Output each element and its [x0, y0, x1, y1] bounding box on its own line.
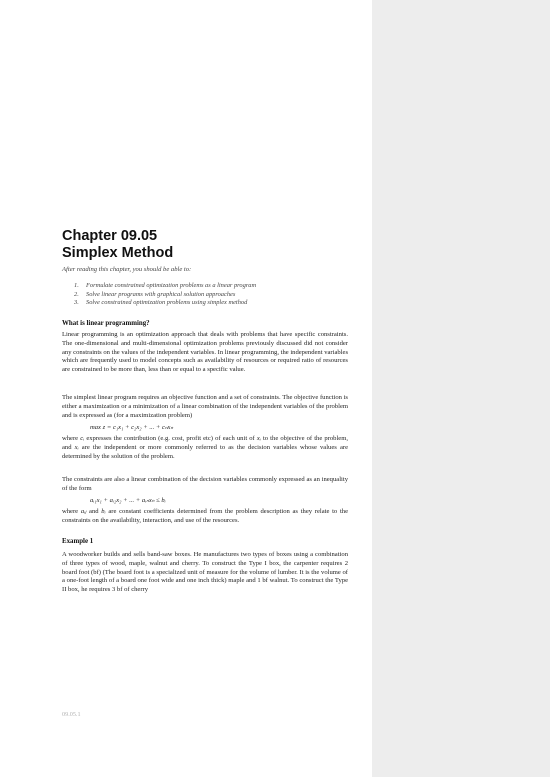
example-text: A woodworker builds and sells band-saw boxes. He manufactures two types of boxes using a combination of three types of wood, maple, walnut and cherry. To construct the Type I box, the carpenter requires 2 board foot (bf) (The board foot is a specialized unit of measure for the volume of lumber. It is the volume of a one-foot length of a board one foot wide and one inch thick) maple and 1 bf walnut. To construct the Type II box, he requires 3 bf of cherry — [62, 551, 348, 594]
paragraph-5: where aᵢⱼ and bᵢ are constant coefficients determined from the problem description as they relate to the constraints on the availability, interaction, and use of the resources. — [62, 508, 348, 524]
comment-margin — [372, 0, 550, 777]
list-item: 1. Formulate constrained optimization problems as a linear program — [74, 282, 257, 289]
chapter-number: Chapter 09.05 — [62, 228, 158, 244]
list-item: 3. Solve constrained optimization problems using simplex method — [74, 299, 248, 307]
section-heading: What is linear programming? — [62, 320, 150, 327]
constraint-formula: aᵢ₁x₁ + aᵢ₂x₂ + ... + aᵢₙxₙ ≤ bᵢ — [90, 497, 166, 504]
objectives-list — [74, 282, 364, 308]
intro-text: After reading this chapter, you should be able to: — [62, 266, 192, 273]
paragraph-4: The constraints are also a linear combination of the decision variables commonly expressed as an inequality of the form — [62, 476, 348, 492]
chapter-title: Simplex Method — [62, 245, 174, 261]
paragraph-2: The simplest linear program requires an objective function and a set of constraints. The objective function is either a maximization or a minimization of a linear combination of the independent variables of the problem and is expressed as (for a maximization problem) — [62, 394, 348, 419]
list-item: 2. Solve linear programs with graphical solution approaches — [74, 290, 236, 298]
page-number: 09.05.1 — [62, 711, 81, 718]
paragraph-1: Linear programming is an optimization approach that deals with problems that have specific constraints. The one-dimensional and multi-dimensional optimization problems previously discussed did not consider any constraints on the values of the independent variables. In linear programming, the independent variables which are frequently used to model concepts such as availability of resources or required ratio of resources are constrained to be more than, less than or equal to a specific value. — [62, 331, 349, 374]
objective-formula: max z = c₁x₁ + c₂x₂ + ... + cₙxₙ — [90, 424, 174, 431]
paragraph-3: where cᵢ expresses the contribution (e.g. cost, profit etc) of each unit of xᵢ to the objective of the problem, and xᵢ are the independent or more commonly referred to as the decision variables whose values are determined by the solution of the problem. — [62, 435, 348, 460]
example-heading: Example 1 — [62, 538, 94, 545]
chapter-heading — [62, 228, 173, 262]
